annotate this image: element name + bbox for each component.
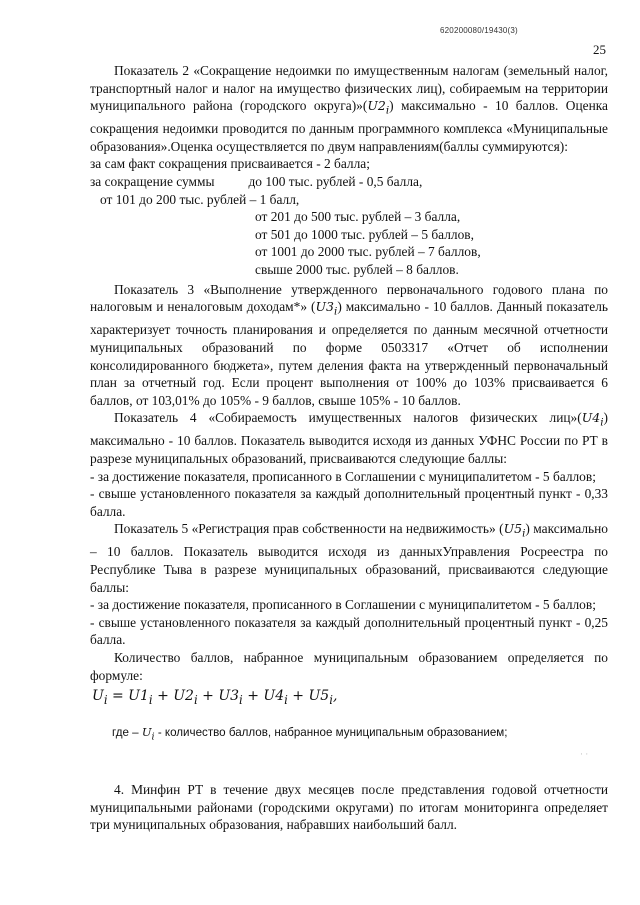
- indicator-4-paragraph: Показатель 4 «Собираемость имущественных налогов физических $лиц»(U4_i)$ максимально - 10 баллов. Показатель выводится исходя из данных УФНС России по РТ в разрезе муниципальных образований, присваиваются следующие баллы:: [90, 410, 608, 466]
- formula-legend: где – $U_i$ - количество баллов, набранное муниципальным образованием;: [112, 724, 508, 743]
- formula-symbol: $U5_i$: [503, 521, 526, 540]
- tier-over-2000: свыше 2000 тыс. рублей – 8 баллов.: [255, 262, 459, 278]
- document-id: 620200080/19430(3): [440, 26, 518, 35]
- document-body: [90, 62, 608, 834]
- formula-symbol: $U4_i$: [581, 410, 604, 429]
- indicator-5-paragraph: Показатель 5 «Регистрация прав собственности на недвижимость» $(U5_i)$ максимально – 10 баллов. Показатель выводится исходя из данныхУправления Росреестра по Республике Тыва в разрезе муниципальных образований, присваиваются следующие баллы:: [90, 521, 608, 595]
- indicator-5-bullet-2: - свыше установленного показателя за каждый дополнительный процентный пункт - 0,25 балла.: [90, 614, 608, 648]
- indicator-5-bullet-1: - за достижение показателя, прописанного в Соглашении с муниципалитетом - 5 баллов;: [90, 597, 596, 613]
- indicator-4-bullet-1: - за достижение показателя, прописанного в Соглашении с муниципалитетом - 5 баллов;: [90, 468, 596, 484]
- page-number: 25: [593, 42, 606, 57]
- tier-201-500: от 201 до 500 тыс. рублей – 3 балла,: [255, 209, 461, 225]
- tier-1001-2000: от 1001 до 2000 тыс. рублей – 7 баллов,: [255, 244, 481, 260]
- formula-symbol: $U3_i$: [315, 299, 338, 318]
- indicator-4-bullet-2: - свыше установленного показателя за каждый дополнительный процентный пункт - 0,33 балла.: [90, 486, 608, 519]
- tier-101-200: от 101 до 200 тыс. рублей – 1 балл,: [100, 191, 300, 207]
- indicator-2-paragraph: Показатель 2 «Сокращение недоимки по имущественным налогам (земельный налог, транспортный налог и налог на имущество физических лиц), собираемым на территории муниципального района (городского $округа)»(U2_i)$ максимально - 10 баллов. Оценка сокращения недоимки проводится по данным программного комплекса «Муниципальные образования».Оценка осуществляется по двум направлениям(баллы суммируются):: [90, 63, 608, 154]
- scan-artifact: · ·: [580, 749, 589, 759]
- sum-reduction-line: за сокращение суммы до 100 тыс. рублей - 0,5 балла,: [90, 174, 423, 190]
- total-score-paragraph: Количество баллов, набранное муниципальным образованием определяется по формуле:: [90, 650, 608, 683]
- section-4-paragraph: 4. Минфин РТ в течение двух месяцев после представления годовой отчетности муниципальными районами (городскими округами) по итогам мониторинга определяет три муниципальных образования, набравших наибольший балл.: [90, 782, 608, 833]
- fact-reduction-line: за сам факт сокращения присваивается - 2 балла;: [90, 156, 370, 172]
- total-score-formula: $U_i = U1_i + U2_i + U3_i + U4_i + U5_i$,: [92, 688, 338, 707]
- formula-symbol: $U2_i$: [367, 98, 390, 117]
- tier-501-1000: от 501 до 1000 тыс. рублей – 5 баллов,: [255, 226, 474, 242]
- indicator-3-paragraph: Показатель 3 «Выполнение утвержденного первоначального годового плана по налоговым и неналоговым доходам*» $(U3_i)$ максимально - 10 баллов. Данный показатель характеризует точность планирования и определяется по данным месячной отчетности муниципальных образований по форме 0503317 «Отчет об исполнении консолидированного бюджета», путем деления факта на утвержденный первоначальный план за отчетный год. Если процент выполнения от 100% до 103% присваивается 6 баллов, от 103,01% до 105% - 9 баллов, свыше 105% - 10 баллов.: [90, 281, 609, 408]
